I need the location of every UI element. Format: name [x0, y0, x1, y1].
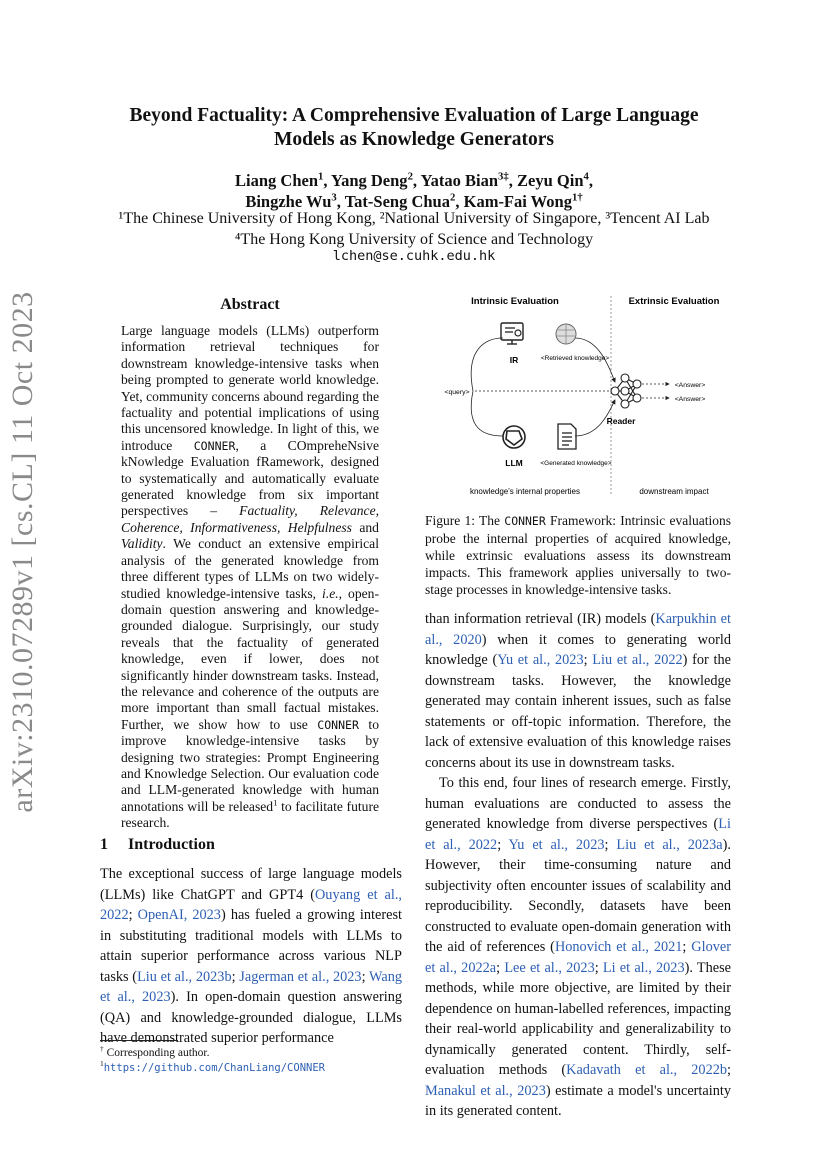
- answer-label: <Answer>: [674, 396, 706, 403]
- citation-link[interactable]: OpenAI, 2023: [137, 907, 221, 923]
- document-icon: [558, 424, 576, 449]
- ir-arc: [471, 338, 503, 391]
- citation-link[interactable]: Jagerman et al., 2023: [239, 968, 362, 985]
- abstract-heading: Abstract: [220, 296, 280, 313]
- abstract-body: Large language models (LLMs) outperform information retrieval techniques for downstream knowledge-intensive tasks when being prompted to generate world knowledge. Yet, community concerns abound regarding the factuality and potential implications of using this uncensored knowledge. In light of this, we introduce CONNER, a COmpreheNsive kNowledge Evaluation fRamework, designed to systematically and automatically evaluate generated knowledge from six important perspectives – Factuality, Relevance, Coherence, Informativeness, Helpfulness and Validity. We conduct an extensive empirical analysis of the generated knowledge from three different types of LLMs on two widely-studied knowledge-intensive tasks, i.e., open-domain question answering and knowledge-grounded dialogue. Surprisingly, our study reveals that the factuality of generated knowledge, even if lower, does not significantly hinder downstream tasks. Instead, the relevance and coherence of the outputs are more important than small factual mistakes. Further, we show how to use CONNER to improve knowledge-intensive tasks by designing two strategies: Prompt Engineering and Knowledge Selection. Our evaluation code and LLM-generated knowledge with human annotations will be released$^1$ to facilitate future research.: [121, 323, 379, 831]
- citation-link[interactable]: Li et al., 2022: [425, 816, 731, 853]
- author-list: Liang Chen$^1$, Yang Deng$^2$, Yatao Bian$^{3\ddagger}$, Zeyu Qin$^4$, Bingzhe Wu$^3$, Tat-Seng Chua$^2$, Kam-Fai Wong$^{1\dagger}$: [235, 170, 593, 211]
- llm-label: LLM: [505, 458, 523, 468]
- retrieved-label: <Retrieved knowledge>: [540, 355, 610, 362]
- footnote: $^1$https://github.com/ChanLiang/CONNER: [100, 1059, 325, 1074]
- wiki-globe-icon: [556, 324, 576, 344]
- affiliation-line: ⁴The Hong Kong University of Science and Technology: [234, 231, 594, 248]
- llm-arc: [471, 391, 503, 436]
- author: Yatao Bian: [420, 171, 499, 190]
- llm-knot-icon: [503, 426, 525, 448]
- contact-email[interactable]: lchen@se.cuhk.edu.hk: [332, 248, 496, 264]
- intro-paragraph: The exceptional success of large language models (LLMs) like ChatGPT and GPT4 (Ouyang et al., 2022; OpenAI, 2023) has fueled a growing interest in substituting traditional models with LLMs to attain superior performance across various NLP tasks (Liu et al., 2023b; Jagerman et al., 2023; Wang et al., 2023). In open-domain question answering (QA) and knowledge-grounded dialogue, LLMs have demonstrated superior performance: [100, 866, 403, 1046]
- citation-link[interactable]: Yu et al., 2023: [497, 652, 584, 668]
- figure-caption: Figure 1: The CONNER Framework: Intrinsic evaluations probe the internal properties of acquired knowledge, while extrinsic evaluations assess its downstream impacts. This framework applies universally to two-stage processes in knowledge-intensive tasks.: [425, 513, 731, 597]
- author: Zeyu Qin: [517, 171, 584, 190]
- generated-label: <Generated knowledge>: [540, 460, 612, 467]
- answer-label: <Answer>: [674, 382, 706, 389]
- figure-foot-left: knowledge's internal properties: [469, 487, 581, 496]
- citation-link[interactable]: Wang et al., 2023: [100, 968, 403, 1005]
- affiliation-line: ¹The Chinese University of Hong Kong, ²National University of Singapore, ³Tencent AI Lab: [118, 210, 710, 227]
- citation-link[interactable]: Li et al., 2023: [602, 959, 685, 976]
- figure-foot-right: downstream impact: [639, 487, 709, 496]
- reader-label: Reader: [606, 416, 636, 426]
- reader-network-icon: [611, 374, 641, 408]
- ir-icon: [501, 323, 523, 344]
- query-label: <query>: [444, 389, 470, 396]
- citation-link[interactable]: Karpukhin et al., 2020: [425, 611, 731, 648]
- citation-link[interactable]: Kadavath et al., 2022b: [566, 1062, 728, 1078]
- right-column-text: [425, 609, 731, 1122]
- author: Yang Deng: [331, 171, 408, 190]
- citation-link[interactable]: Yu et al., 2023: [508, 836, 605, 853]
- author: Bingzhe Wu: [245, 192, 332, 211]
- paper-title: Beyond Factuality: A Comprehensive Evaluation of Large Language Models as Knowledge Generators: [129, 105, 699, 150]
- author: Liang Chen: [235, 171, 318, 190]
- github-link[interactable]: https://github.com/ChanLiang/CONNER: [103, 1062, 325, 1074]
- figure-head-left: Intrinsic Evaluation: [471, 296, 559, 307]
- ir-label: IR: [509, 355, 519, 365]
- citation-link[interactable]: Liu et al., 2023a: [616, 836, 723, 853]
- body-paragraph: than information retrieval (IR) models (Karpukhin et al., 2020) when it comes to generating world knowledge (Yu et al., 2023; Liu et al., 2022) for the downstream tasks. However, the knowledge generated may contain inherent issues, such as false statements or off-topic information. Therefore, the lack of extensive evaluation of this knowledge raises concerns about its use in downstream tasks.: [425, 611, 731, 771]
- citation-link[interactable]: Liu et al., 2022: [592, 652, 683, 668]
- figure-head-right: Extrinsic Evaluation: [628, 296, 720, 307]
- section-heading: 1 Introduction: [100, 836, 215, 853]
- author: Tat-Seng Chua: [344, 192, 450, 211]
- author: Kam-Fai Wong: [463, 192, 572, 211]
- footnote-rule: [100, 1040, 178, 1041]
- citation-link[interactable]: Liu et al., 2023b: [137, 968, 232, 985]
- body-paragraph: To this end, four lines of research emerge. Firstly, human evaluations are conducted to assess the generated knowledge from diverse perspectives (Li et al., 2022; Yu et al., 2023; Liu et al., 2023a). However, their time-consuming nature and subjectivity often encounter issues of scalability and reproducibility. Secondly, datasets have been constructed to evaluate open-domain generation with the aid of references (Honovich et al., 2021; Glover et al., 2022a; Lee et al., 2023; Li et al., 2023). These methods, while more objective, are limited by their dependence on human-labelled references, impacting their real-world applicability and generalizability to dynamically generated content. Thirdly, self-evaluation methods (Kadavath et al., 2022b; Manakul et al., 2023) estimate a model's uncertainty in its generated content.: [425, 775, 732, 1119]
- conner-framework-figure: [425, 290, 731, 505]
- citation-link[interactable]: Ouyang et al., 2022: [100, 886, 402, 923]
- citation-link[interactable]: Lee et al., 2023: [504, 959, 595, 976]
- citation-link[interactable]: Glover et al., 2022a: [425, 939, 731, 976]
- arxiv-stamp: arXiv:2310.07289v1 [cs.CL] 11 Oct 2023: [6, 291, 39, 813]
- citation-link[interactable]: Manakul et al., 2023: [425, 1082, 546, 1099]
- citation-link[interactable]: Honovich et al., 2021: [554, 939, 683, 955]
- affiliations: [90, 208, 738, 250]
- footnote: † Corresponding author.: [100, 1044, 210, 1059]
